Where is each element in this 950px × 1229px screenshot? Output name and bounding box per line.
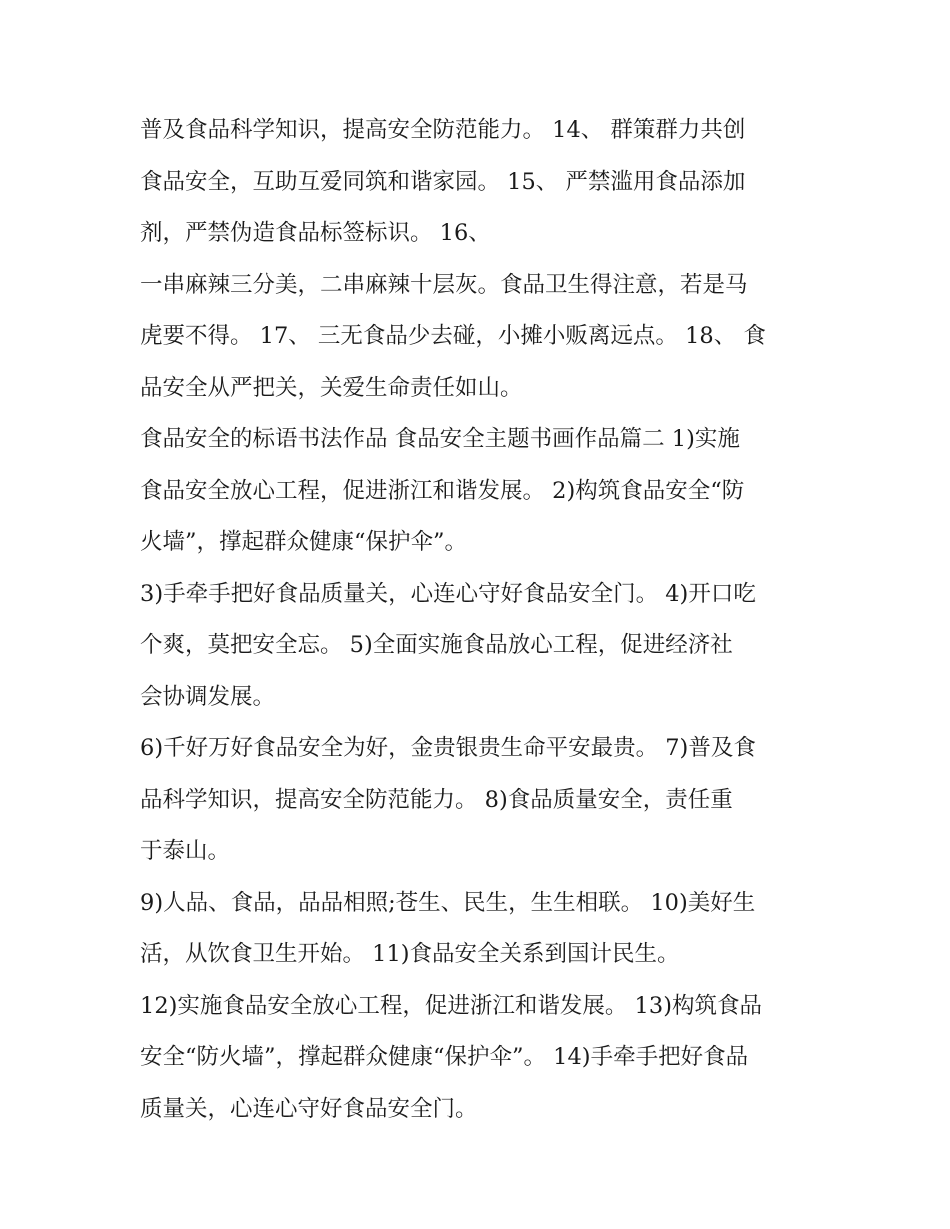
text-line: 虎要不得。 17、 三无食品少去碰，小摊小贩离远点。 18、 食	[140, 323, 766, 349]
text-line: 品安全从严把关，关爱生命责任如山。	[140, 374, 523, 401]
text-line: 9)人品、食品，品品相照;苍生、民生，生生相联。 10)美好生	[140, 889, 756, 916]
text-line: 食品安全放心工程，促进浙江和谐发展。 2)构筑食品安全“防	[140, 477, 745, 504]
text-line: 会协调发展。	[140, 683, 276, 710]
text-line: 3)手牵手把好食品质量关，心连心守好食品安全门。 4)开口吃	[140, 580, 756, 607]
text-line: 于泰山。	[140, 838, 231, 864]
document-body	[140, 105, 820, 1135]
text-line: 质量关，心连心守好食品安全门。	[140, 1095, 478, 1122]
text-line: 食品安全，互助互爱同筑和谐家园。 15、 严禁滥用食品添加	[140, 168, 746, 195]
text-line: 6)千好万好食品安全为好，金贵银贵生命平安最贵。 7)普及食	[140, 735, 756, 761]
text-line: 食品安全的标语书法作品 食品安全主题书画作品篇二 1)实施	[140, 426, 740, 452]
text-line: 品科学知识，提高安全防范能力。 8)食品质量安全，责任重	[140, 786, 733, 813]
text-line: 一串麻辣三分美，二串麻辣十层灰。食品卫生得注意，若是马	[140, 271, 748, 298]
text-line: 普及食品科学知识，提高安全防范能力。 14、 群策群力共创	[140, 117, 746, 143]
text-line: 剂，严禁伪造食品标签标识。 16、	[140, 220, 491, 246]
text-line: 安全“防火墙”，撑起群众健康“保护伞”。 14)手牵手把好食品	[140, 1044, 749, 1070]
text-line: 个爽，莫把安全忘。 5)全面实施食品放心工程，促进经济社	[140, 632, 733, 658]
text-line: 活，从饮食卫生开始。 11)食品安全关系到国计民生。	[140, 941, 680, 967]
text-line: 12)实施食品安全放心工程，促进浙江和谐发展。 13)构筑食品	[140, 992, 762, 1019]
text-line: 火墙”，撑起群众健康“保护伞”。	[140, 529, 468, 555]
